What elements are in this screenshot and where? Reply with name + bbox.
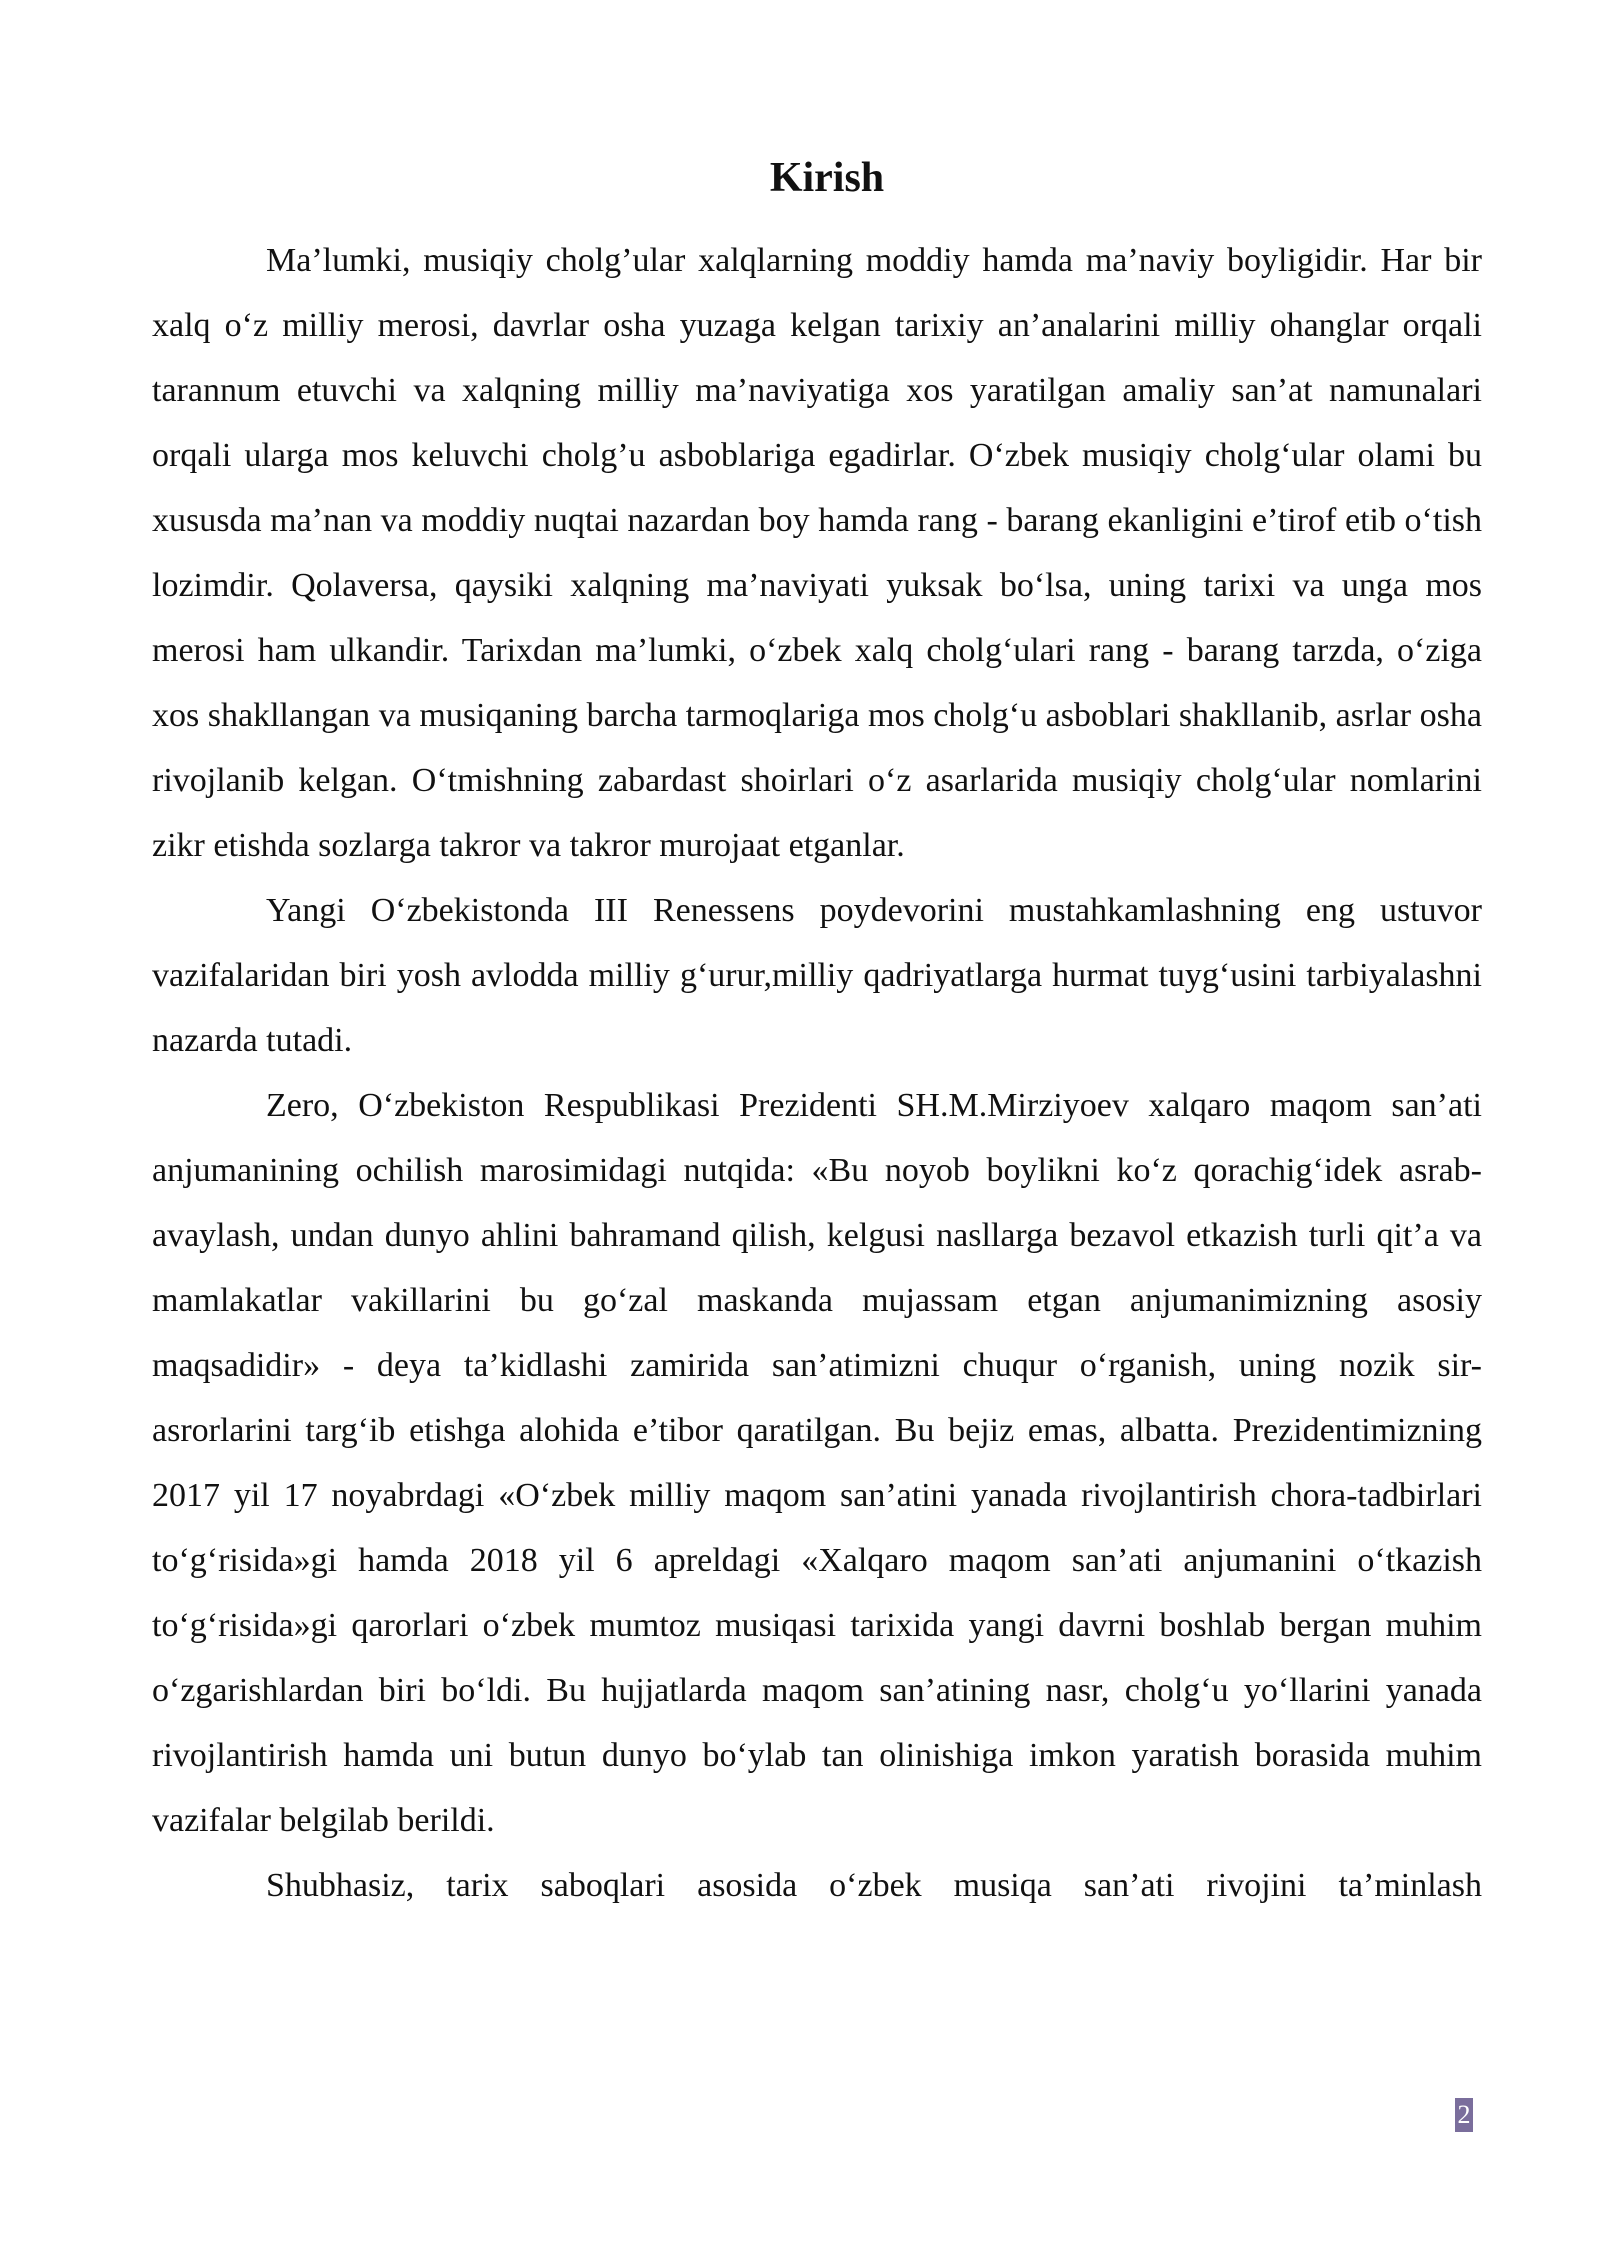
document-page	[152, 148, 1482, 1918]
page-title: Kirish	[769, 155, 885, 201]
paragraph-renaissance: Yangi O‘zbekistonda III Renessens poydevorini mustahkamlashning eng ustuvor vazifalaridan biri yosh avlodda milliy g‘urur,milliy qadriyatlarga hurmat tuyg‘usini tarbiyalashni nazarda tutadi.	[152, 892, 1482, 1059]
paragraph-intro: Ma’lumki, musiqiy cholg’ular xalqlarning moddiy hamda ma’naviy boyligidir. Har bir xalq o‘z milliy merosi, davrlar osha yuzaga kelgan tarixiy an’analarini milliy ohanglar orqali tarannum etuvchi va xalqning milliy ma’naviyatiga xos yaratilgan amaliy san’at namunalari orqali ularga mos keluvchi cholg’u asboblariga egadirlar. O‘zbek musiqiy cholg‘ular olami bu xususda ma’nan va moddiy nuqtai nazardan boy hamda rang - barang ekanligini e’tirof etib o‘tish lozimdir. Qolaversa, qaysiki xalqning ma’naviyati yuksak bo‘lsa, uning tarixi va unga mos merosi ham ulkandir. Tarixdan ma’lumki, o‘zbek xalq cholg‘ulari rang - barang tarzda, o‘ziga xos shakllangan va musiqaning barcha tarmoqlariga mos cholg‘u asboblari shakllanib, asrlar osha rivojlanib kelgan. O‘tmishning zabardast shoirlari o‘z asarlarida musiqiy cholg‘ular nomlarini zikr etishda sozlarga takror va takror murojaat etganlar.	[152, 242, 1482, 864]
page-number-badge: 2	[1455, 2098, 1473, 2132]
paragraph-history-lessons: Shubhasiz, tarix saboqlari asosida o‘zbek musiqa san’ati rivojini ta’minlash	[266, 1867, 1482, 1904]
paragraph-president-speech: Zero, O‘zbekiston Respublikasi Prezidenti SH.M.Mirziyoev xalqaro maqom san’ati anjumanining ochilish marosimidagi nutqida: «Bu noyob boylikni ko‘z qorachig‘idek asrab- avaylash, undan dunyo ahlini bahramand qilish, kelgusi nasllarga bezavol etkazish turli qit’a va mamlakatlar vakillarini bu go‘zal maskanda mujassam etgan anjumanimizning asosiy maqsadidir» - deya ta’kidlashi zamirida san’atimizni chuqur o‘rganish, uning nozik sir- asrorlarini targ‘ib etishga alohida e’tibor qaratilgan. Bu bejiz emas, albatta. Prezidentimizning 2017 yil 17 noyabrdagi «O‘zbek milliy maqom san’atini yanada rivojlantirish chora-tadbirlari to‘g‘risida»gi hamda 2018 yil 6 apreldagi «Xalqaro maqom san’ati anjumanini o‘tkazish to‘g‘risida»gi qarorlari o‘zbek mumtoz musiqasi tarixida yangi davrni boshlab bergan muhim o‘zgarishlardan biri bo‘ldi. Bu hujjatlarda maqom san’atining nasr, cholg‘u yo‘llarini yanada rivojlantirish hamda uni butun dunyo bo‘ylab tan olinishiga imkon yaratish borasida muhim vazifalar belgilab berildi.	[152, 1087, 1482, 1839]
